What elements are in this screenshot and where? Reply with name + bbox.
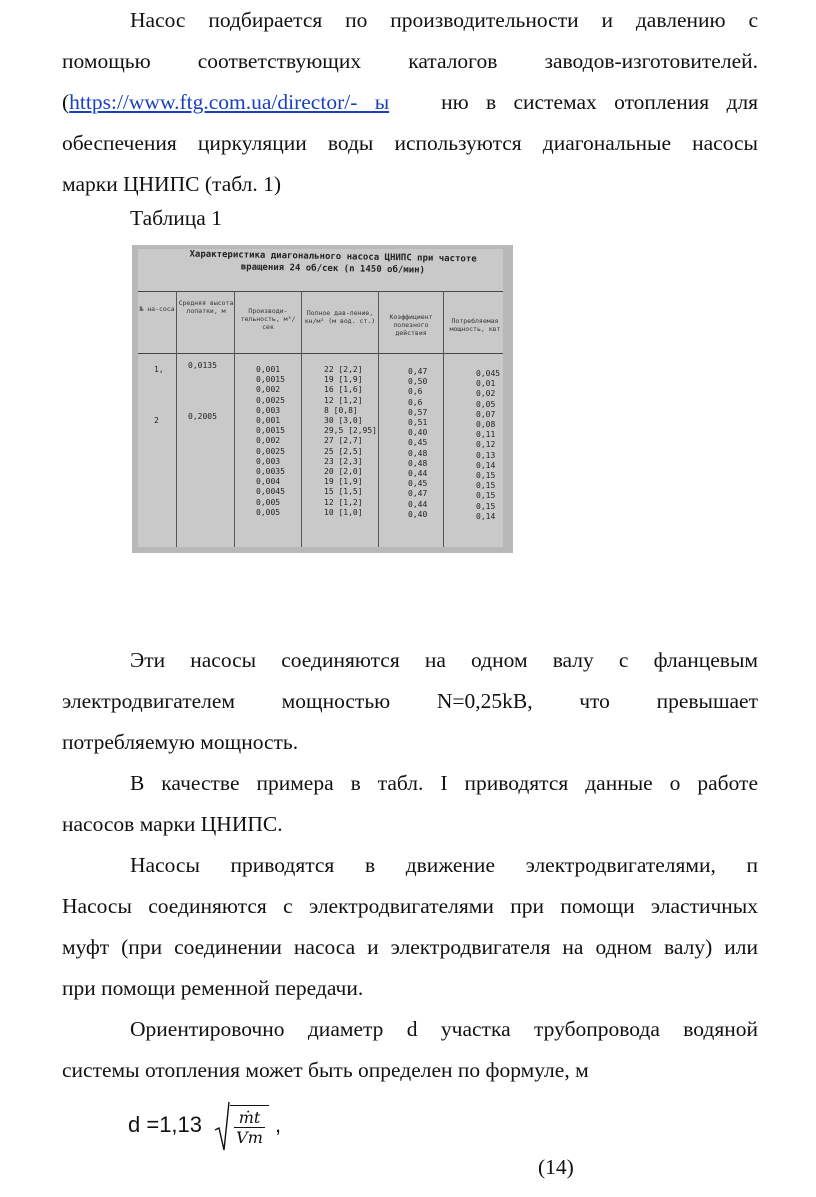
text-line: Насосы приводятся в движение электродвигателями, п (130, 853, 758, 877)
paragraph-motor-connection (62, 640, 758, 763)
table-paper (138, 249, 503, 547)
table-header: Производи-тельность, м³/сек (240, 307, 296, 331)
table-column-pressure: 22 [2,2] 19 [1,9] 16 [1,6] 12 [1,2] 8 [0,8] 30 [3,0] 29,5 [2,95] 27 [2,7] 25 [2,5] 23 [2,3] 20 [2,0] 19 [1,9] 15 [1,5] 12 [1,2] 10 [1,0] (324, 365, 377, 517)
table-col-divider (378, 291, 379, 547)
text-line: В качестве примера в табл. I приводятся данные о работе (130, 771, 758, 795)
square-root (214, 1100, 269, 1152)
text-line: Эти насосы соединяются на одном валу с фланцевым (130, 648, 758, 672)
formula-fraction (230, 1105, 269, 1147)
paragraph-drive-methods (62, 845, 758, 1009)
paragraph-pump-selection (62, 0, 758, 205)
table-column-efficiency: 0,47 0,50 0,6 0,6 0,57 0,51 0,40 0,45 0,48 0,48 0,44 0,45 0,47 0,44 0,40 (408, 367, 428, 519)
formula-lhs: d =1,13 (128, 1111, 203, 1137)
table-header: Потребляемая мощность, квт (449, 317, 501, 333)
text-line: муфт (при соединении насоса и электродвигателя на одном валу) или (62, 935, 758, 959)
text-line: насосов марки ЦНИПС. (62, 812, 283, 836)
table-col-divider (443, 291, 444, 547)
table-caption: Таблица 1 (130, 206, 222, 230)
table-rule (138, 291, 503, 292)
radical-sign-icon (214, 1100, 230, 1152)
table-title (168, 248, 498, 278)
diameter-formula (128, 1100, 281, 1152)
table-column-pump-no: 1, 2 (154, 365, 164, 426)
equation-number: (14) (538, 1155, 574, 1179)
text-line: при помощи ременной передачи. (62, 976, 364, 1000)
table-column-capacity: 0,001 0,0015 0,002 0,0025 0,003 0,001 0,0015 0,002 0,0025 0,003 0,0035 0,004 0,0045 0,005 0,005 (256, 365, 285, 517)
text-line: Насосы соединяются с электродвигателями при помощи эластичных (62, 894, 758, 918)
link-prefix: ( (62, 90, 70, 114)
formula-numerator: ṁt (234, 1106, 265, 1128)
link-suffix: ню в системах отопления для (441, 90, 758, 114)
text-line-with-link (62, 82, 758, 123)
formula-tail: , (275, 1111, 282, 1137)
table-title-line: вращения 24 об/сек (n 1450 об/мин) (240, 262, 426, 276)
text-line: системы отопления может быть определен по формуле, м (62, 1058, 589, 1082)
text-line: электродвигателем мощностью N=0,25kВ, что превышает (62, 689, 758, 713)
table-rule (138, 353, 503, 354)
table-header: Коэффициент полезного действия (389, 313, 433, 337)
text-line: потребляемую мощность. (62, 730, 299, 754)
paragraph-pipe-diameter (62, 1009, 758, 1091)
pump-characteristics-table-image (132, 245, 513, 553)
paragraph-example-reference (62, 763, 758, 845)
table-col-divider (301, 291, 302, 547)
table-column-power: 0,045 0,01 0,02 0,05 0,07 0,08 0,11 0,12 0,13 0,14 0,15 0,15 0,15 0,15 0,14 (476, 369, 501, 521)
text-line: марки ЦНИПС (табл. 1) (62, 172, 282, 196)
table-header: Средняя высота лопатки, м (178, 299, 234, 315)
text-line: обеспечения циркуляции воды используются диагональные насосы (62, 131, 758, 155)
formula-denominator: Vm (236, 1128, 263, 1147)
text-line: Насос подбирается по производительности и давлению с (130, 8, 758, 32)
text-line: помощью соответствующих каталогов заводов-изготовителей. (62, 49, 758, 73)
text-line: Ориентировочно диаметр d участка трубопровода водяной (130, 1017, 758, 1041)
table-col-divider (234, 291, 235, 547)
table-header: Полное дав-ление, кн/м² (м вод. ст.) (304, 309, 376, 325)
source-link[interactable]: https://www.ftg.com.ua/director/- ы (69, 90, 390, 114)
table-column-blade-height: 0,0135 0,2005 (188, 361, 217, 422)
table-col-divider (176, 291, 177, 547)
table-header: № на-соса (139, 305, 175, 313)
table-title-line: Характеристика диагонального насоса ЦНИПС при частоте (189, 249, 477, 265)
